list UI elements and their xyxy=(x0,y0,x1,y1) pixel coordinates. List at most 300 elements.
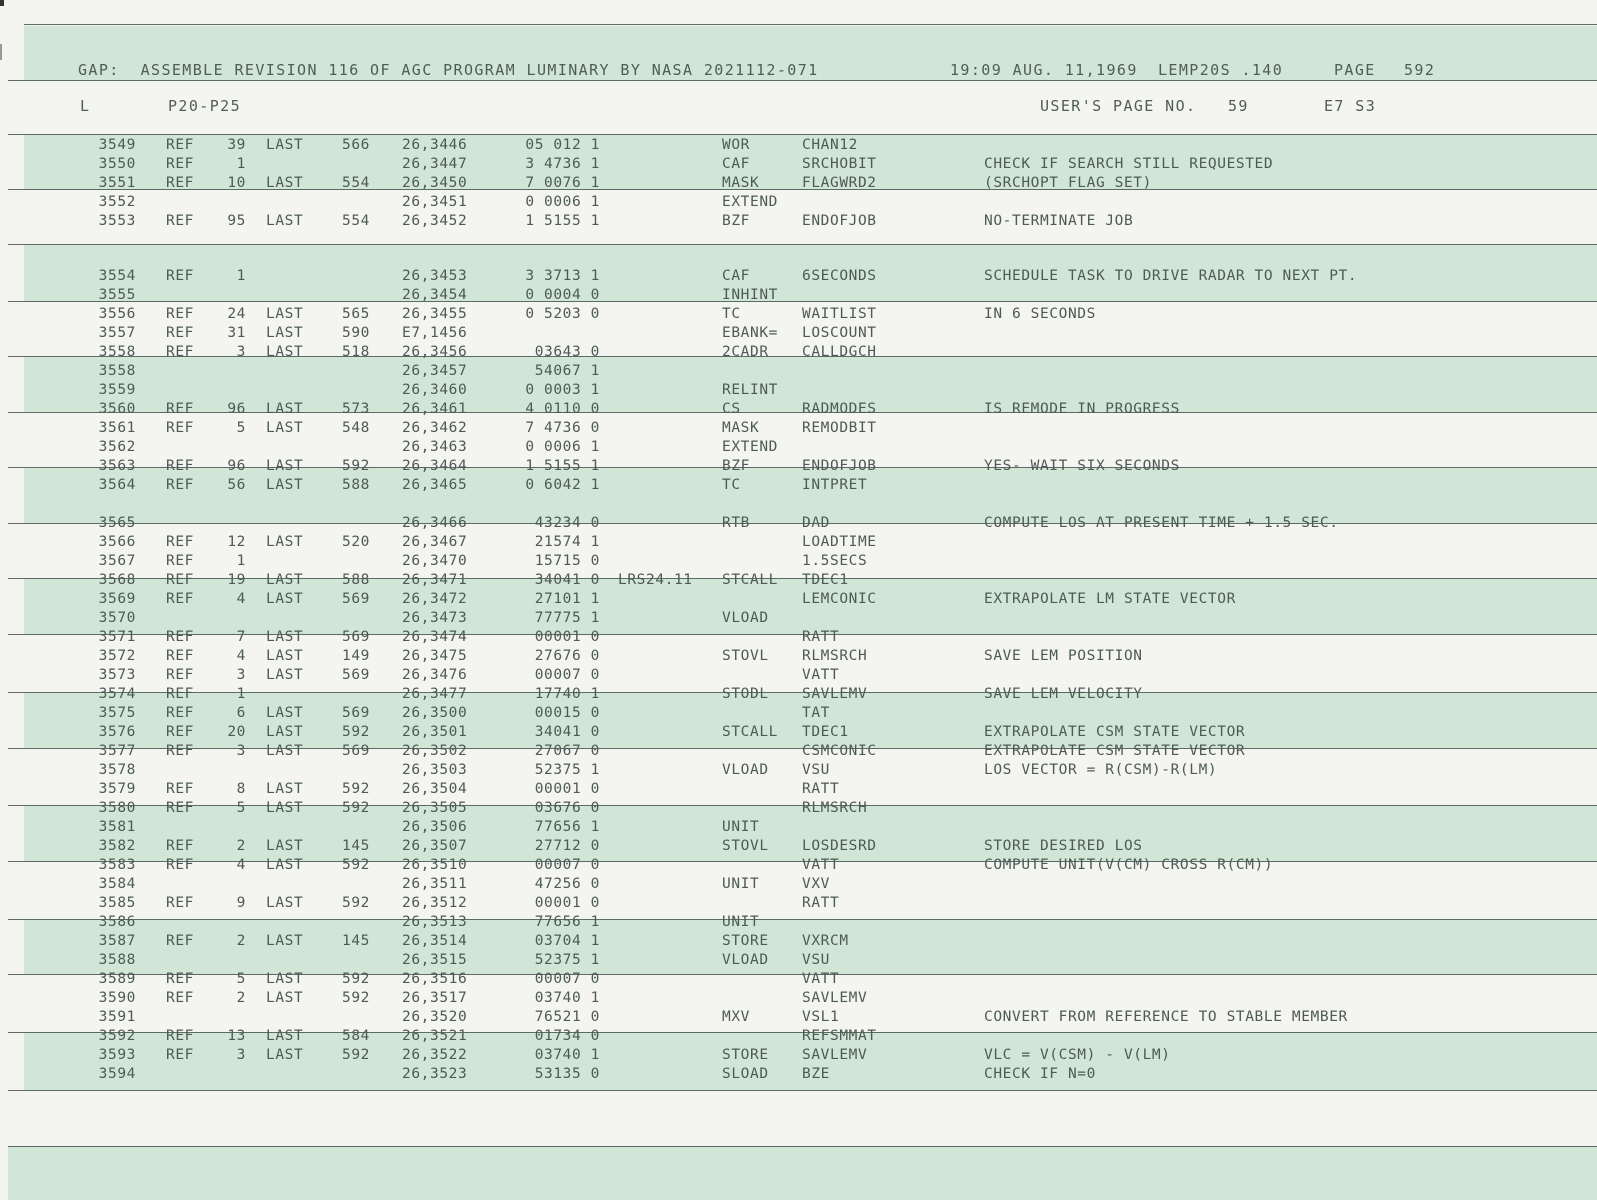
comment: LOS VECTOR = R(CSM)-R(LM) xyxy=(984,762,1218,778)
address: 26,3523 xyxy=(402,1066,468,1082)
machine-word: 52375 1 xyxy=(534,762,600,778)
line-number: 3550 xyxy=(98,156,136,172)
listing-row xyxy=(0,590,1597,609)
listing-datetime: 19:09 AUG. 11,1969 xyxy=(950,61,1138,79)
last-label: LAST xyxy=(266,306,304,322)
last-label: LAST xyxy=(266,838,304,854)
opcode: 2CADR xyxy=(722,344,769,360)
opcode: STORE xyxy=(722,1047,769,1063)
opcode: CAF xyxy=(722,268,750,284)
address: E7,1456 xyxy=(402,325,468,341)
last-label: LAST xyxy=(266,401,304,417)
operand: 1.5SECS xyxy=(802,553,868,569)
ref-count: 4 xyxy=(236,648,246,664)
comment: YES- WAIT SIX SECONDS xyxy=(984,458,1180,474)
line-number: 3593 xyxy=(98,1047,136,1063)
machine-word: 0 0006 1 xyxy=(525,194,600,210)
listing-row xyxy=(0,818,1597,837)
machine-word: 54067 1 xyxy=(534,363,600,379)
address: 26,3466 xyxy=(402,515,468,531)
address: 26,3510 xyxy=(402,857,468,873)
comment: EXTRAPOLATE CSM STATE VECTOR xyxy=(984,743,1246,759)
machine-word: 0 0006 1 xyxy=(525,439,600,455)
line-number: 3582 xyxy=(98,838,136,854)
address: 26,3514 xyxy=(402,933,468,949)
operand: VSL1 xyxy=(802,1009,840,1025)
machine-word: 03676 0 xyxy=(534,800,600,816)
operand: FLAGWRD2 xyxy=(802,175,877,191)
last-label: LAST xyxy=(266,933,304,949)
machine-word: 3 3713 1 xyxy=(525,268,600,284)
opcode: RELINT xyxy=(722,382,778,398)
last-page: 518 xyxy=(342,344,370,360)
line-number: 3572 xyxy=(98,648,136,664)
opcode: TC xyxy=(722,477,741,493)
operand: CALLDGCH xyxy=(802,344,877,360)
line-number: 3549 xyxy=(98,137,136,153)
address: 26,3511 xyxy=(402,876,468,892)
listing-row xyxy=(0,742,1597,761)
line-number: 3556 xyxy=(98,306,136,322)
line-number: 3571 xyxy=(98,629,136,645)
opcode: STCALL xyxy=(722,724,778,740)
machine-word: 1 5155 1 xyxy=(525,213,600,229)
opcode: INHINT xyxy=(722,287,778,303)
address: 26,3451 xyxy=(402,194,468,210)
last-label: LAST xyxy=(266,477,304,493)
machine-word: 27067 0 xyxy=(534,743,600,759)
opcode: UNIT xyxy=(722,914,760,930)
machine-word: 03740 1 xyxy=(534,990,600,1006)
address: 26,3470 xyxy=(402,553,468,569)
last-page: 520 xyxy=(342,534,370,550)
listing-row xyxy=(0,571,1597,590)
address: 26,3463 xyxy=(402,439,468,455)
comment: SAVE LEM POSITION xyxy=(984,648,1143,664)
listing-row xyxy=(0,1008,1597,1027)
address: 26,3467 xyxy=(402,534,468,550)
ref-label: REF xyxy=(166,591,194,607)
ref-count: 24 xyxy=(227,306,246,322)
address: 26,3500 xyxy=(402,705,468,721)
listing-row xyxy=(0,362,1597,381)
line-number: 3579 xyxy=(98,781,136,797)
last-label: LAST xyxy=(266,705,304,721)
machine-word: 1 5155 1 xyxy=(525,458,600,474)
operand: TDEC1 xyxy=(802,572,849,588)
machine-word: 77656 1 xyxy=(534,819,600,835)
machine-word: 7 0076 1 xyxy=(525,175,600,191)
line-number: 3594 xyxy=(98,1066,136,1082)
address: 26,3516 xyxy=(402,971,468,987)
listing-row xyxy=(0,704,1597,723)
operand: LOSCOUNT xyxy=(802,325,877,341)
opcode: CAF xyxy=(722,156,750,172)
line-number: 3583 xyxy=(98,857,136,873)
machine-word: 05 012 1 xyxy=(525,137,600,153)
last-page: 566 xyxy=(342,137,370,153)
opcode: RTB xyxy=(722,515,750,531)
machine-word: 47256 0 xyxy=(534,876,600,892)
comment: SAVE LEM VELOCITY xyxy=(984,686,1143,702)
opcode: STODL xyxy=(722,686,769,702)
last-label: LAST xyxy=(266,344,304,360)
line-number: 3554 xyxy=(98,268,136,284)
operand: WAITLIST xyxy=(802,306,877,322)
operand: BZE xyxy=(802,1066,830,1082)
line-number: 3564 xyxy=(98,477,136,493)
ref-count: 2 xyxy=(236,838,246,854)
operand: ENDOFJOB xyxy=(802,458,877,474)
listing-row xyxy=(0,305,1597,324)
machine-word: 00015 0 xyxy=(534,705,600,721)
machine-word: 34041 0 xyxy=(534,572,600,588)
ref-label: REF xyxy=(166,781,194,797)
comment: NO-TERMINATE JOB xyxy=(984,213,1134,229)
operand: CHAN12 xyxy=(802,137,858,153)
address: 26,3452 xyxy=(402,213,468,229)
last-page: 592 xyxy=(342,971,370,987)
last-label: LAST xyxy=(266,990,304,1006)
ref-label: REF xyxy=(166,137,194,153)
last-label: LAST xyxy=(266,534,304,550)
line-number: 3559 xyxy=(98,382,136,398)
operand: VSU xyxy=(802,952,830,968)
comment: COMPUTE LOS AT PRESENT TIME + 1.5 SEC. xyxy=(984,515,1339,531)
ref-count: 13 xyxy=(227,1028,246,1044)
section-title: P20-P25 xyxy=(168,97,242,115)
listing-row xyxy=(0,324,1597,343)
operand: RLMSRCH xyxy=(802,800,868,816)
last-label: LAST xyxy=(266,458,304,474)
address: 26,3503 xyxy=(402,762,468,778)
ref-label: REF xyxy=(166,895,194,911)
listing-row xyxy=(0,894,1597,913)
line-number: 3558 xyxy=(98,363,136,379)
operand: SAVLEMV xyxy=(802,990,868,1006)
opcode: MASK xyxy=(722,175,760,191)
last-label: LAST xyxy=(266,667,304,683)
comment: CHECK IF N=0 xyxy=(984,1066,1096,1082)
ref-label: REF xyxy=(166,458,194,474)
ref-count: 6 xyxy=(236,705,246,721)
opcode: EXTEND xyxy=(722,439,778,455)
last-page: 573 xyxy=(342,401,370,417)
listing-row xyxy=(0,837,1597,856)
line-number: 3576 xyxy=(98,724,136,740)
machine-word: 00001 0 xyxy=(534,781,600,797)
run-id: LEMP20S .140 xyxy=(1158,61,1284,79)
band-rule xyxy=(8,134,1597,135)
comment: COMPUTE UNIT(V(CM) CROSS R(CM)) xyxy=(984,857,1274,873)
opcode: STOVL xyxy=(722,838,769,854)
ref-count: 96 xyxy=(227,401,246,417)
opcode: WOR xyxy=(722,137,750,153)
line-number: 3581 xyxy=(98,819,136,835)
punch-mark xyxy=(0,0,4,6)
operand: RLMSRCH xyxy=(802,648,868,664)
ref-count: 19 xyxy=(227,572,246,588)
listing-row xyxy=(0,174,1597,193)
last-label: LAST xyxy=(266,572,304,588)
listing-row xyxy=(0,267,1597,286)
last-page: 592 xyxy=(342,781,370,797)
ref-count: 5 xyxy=(236,420,246,436)
symbol-label: LRS24.11 xyxy=(618,572,693,588)
ref-label: REF xyxy=(166,971,194,987)
address: 26,3475 xyxy=(402,648,468,664)
listing-row xyxy=(0,647,1597,666)
line-number: 3558 xyxy=(98,344,136,360)
listing-row xyxy=(0,799,1597,818)
line-number: 3589 xyxy=(98,971,136,987)
ref-label: REF xyxy=(166,325,194,341)
ref-count: 12 xyxy=(227,534,246,550)
machine-word: 00001 0 xyxy=(534,629,600,645)
address: 26,3476 xyxy=(402,667,468,683)
last-label: LAST xyxy=(266,648,304,664)
address: 26,3453 xyxy=(402,268,468,284)
machine-word: 3 4736 1 xyxy=(525,156,600,172)
opcode: STORE xyxy=(722,933,769,949)
address: 26,3446 xyxy=(402,137,468,153)
machine-word: 01734 0 xyxy=(534,1028,600,1044)
comment: VLC = V(CSM) - V(LM) xyxy=(984,1047,1171,1063)
listing-row xyxy=(0,666,1597,685)
address: 26,3505 xyxy=(402,800,468,816)
last-page: 565 xyxy=(342,306,370,322)
last-page: 592 xyxy=(342,990,370,1006)
machine-word: 00007 0 xyxy=(534,667,600,683)
line-number: 3555 xyxy=(98,287,136,303)
listing-row xyxy=(0,685,1597,704)
last-label: LAST xyxy=(266,971,304,987)
operand: DAD xyxy=(802,515,830,531)
line-number: 3566 xyxy=(98,534,136,550)
ref-count: 20 xyxy=(227,724,246,740)
address: 26,3454 xyxy=(402,287,468,303)
last-page: 592 xyxy=(342,800,370,816)
opcode: VLOAD xyxy=(722,952,769,968)
operand: LOSDESRD xyxy=(802,838,877,854)
last-label: LAST xyxy=(266,895,304,911)
line-number: 3588 xyxy=(98,952,136,968)
address: 26,3521 xyxy=(402,1028,468,1044)
comment: STORE DESIRED LOS xyxy=(984,838,1143,854)
listing-row xyxy=(0,723,1597,742)
machine-word: 7 4736 0 xyxy=(525,420,600,436)
machine-word: 77656 1 xyxy=(534,914,600,930)
comment: IN 6 SECONDS xyxy=(984,306,1096,322)
operand: RATT xyxy=(802,629,840,645)
last-page: 554 xyxy=(342,213,370,229)
address: 26,3501 xyxy=(402,724,468,740)
ref-label: REF xyxy=(166,213,194,229)
machine-word: 43234 0 xyxy=(534,515,600,531)
line-number: 3562 xyxy=(98,439,136,455)
ref-count: 3 xyxy=(236,667,246,683)
listing-row xyxy=(0,761,1597,780)
machine-word: 0 6042 1 xyxy=(525,477,600,493)
ref-label: REF xyxy=(166,1028,194,1044)
opcode: VLOAD xyxy=(722,610,769,626)
listing-title: GAP: ASSEMBLE REVISION 116 OF AGC PROGRAM LUMINARY BY NASA 2021112-071 xyxy=(78,61,819,79)
last-page: 145 xyxy=(342,933,370,949)
line-number: 3592 xyxy=(98,1028,136,1044)
listing-row xyxy=(0,419,1597,438)
machine-word: 00007 0 xyxy=(534,857,600,873)
line-number: 3580 xyxy=(98,800,136,816)
line-number: 3557 xyxy=(98,325,136,341)
last-page: 584 xyxy=(342,1028,370,1044)
listing-row xyxy=(0,457,1597,476)
line-number: 3570 xyxy=(98,610,136,626)
operand: CSMCONIC xyxy=(802,743,877,759)
last-label: LAST xyxy=(266,325,304,341)
ref-label: REF xyxy=(166,838,194,854)
address: 26,3513 xyxy=(402,914,468,930)
last-label: LAST xyxy=(266,175,304,191)
listing-row xyxy=(0,1065,1597,1084)
listing-row xyxy=(0,136,1597,155)
ref-label: REF xyxy=(166,268,194,284)
address: 26,3461 xyxy=(402,401,468,417)
machine-word: 53135 0 xyxy=(534,1066,600,1082)
ref-count: 2 xyxy=(236,990,246,1006)
users-page-number: 59 xyxy=(1228,97,1249,115)
line-number: 3568 xyxy=(98,572,136,588)
comment: EXTRAPOLATE CSM STATE VECTOR xyxy=(984,724,1246,740)
last-page: 548 xyxy=(342,420,370,436)
machine-word: 0 0004 0 xyxy=(525,287,600,303)
ref-label: REF xyxy=(166,990,194,1006)
machine-word: 77775 1 xyxy=(534,610,600,626)
ref-count: 1 xyxy=(236,553,246,569)
listing-row xyxy=(0,381,1597,400)
last-page: 592 xyxy=(342,895,370,911)
opcode: BZF xyxy=(722,213,750,229)
machine-word: 27101 1 xyxy=(534,591,600,607)
address: 26,3473 xyxy=(402,610,468,626)
listing-row xyxy=(0,951,1597,970)
operand: VXV xyxy=(802,876,830,892)
ref-count: 5 xyxy=(236,800,246,816)
listing-row xyxy=(0,212,1597,231)
opcode: TC xyxy=(722,306,741,322)
operand: SAVLEMV xyxy=(802,1047,868,1063)
operand: ENDOFJOB xyxy=(802,213,877,229)
machine-word: 76521 0 xyxy=(534,1009,600,1025)
last-page: 592 xyxy=(342,458,370,474)
ref-count: 39 xyxy=(227,137,246,153)
last-label: LAST xyxy=(266,724,304,740)
ref-label: REF xyxy=(166,344,194,360)
line-number: 3552 xyxy=(98,194,136,210)
opcode: STOVL xyxy=(722,648,769,664)
address: 26,3506 xyxy=(402,819,468,835)
listing-row xyxy=(0,155,1597,174)
opcode: UNIT xyxy=(722,876,760,892)
line-number: 3560 xyxy=(98,401,136,417)
listing-row xyxy=(0,1046,1597,1065)
operand: VATT xyxy=(802,971,840,987)
operand: REFSMMAT xyxy=(802,1028,877,1044)
last-page: 569 xyxy=(342,667,370,683)
ref-label: REF xyxy=(166,401,194,417)
address: 26,3515 xyxy=(402,952,468,968)
operand: RADMODES xyxy=(802,401,877,417)
address: 26,3520 xyxy=(402,1009,468,1025)
last-label: LAST xyxy=(266,420,304,436)
ref-label: REF xyxy=(166,800,194,816)
listing-row xyxy=(0,476,1597,495)
opcode: EBANK= xyxy=(722,325,778,341)
ref-label: REF xyxy=(166,175,194,191)
opcode: CS xyxy=(722,401,741,417)
listing-row xyxy=(0,552,1597,571)
machine-word: 52375 1 xyxy=(534,952,600,968)
ref-label: REF xyxy=(166,743,194,759)
machine-word: 03704 1 xyxy=(534,933,600,949)
address: 26,3504 xyxy=(402,781,468,797)
line-number: 3551 xyxy=(98,175,136,191)
listing-row xyxy=(0,1027,1597,1046)
opcode: MXV xyxy=(722,1009,750,1025)
ref-count: 2 xyxy=(236,933,246,949)
ref-label: REF xyxy=(166,648,194,664)
ref-count: 1 xyxy=(236,268,246,284)
last-page: 592 xyxy=(342,1047,370,1063)
paper-band xyxy=(8,1146,1597,1200)
ref-label: REF xyxy=(166,1047,194,1063)
last-label: LAST xyxy=(266,591,304,607)
machine-word: 27712 0 xyxy=(534,838,600,854)
line-number: 3590 xyxy=(98,990,136,1006)
opcode: EXTEND xyxy=(722,194,778,210)
operand: SAVLEMV xyxy=(802,686,868,702)
listing-row xyxy=(0,609,1597,628)
punch-mark xyxy=(0,44,2,60)
listing-row xyxy=(0,856,1597,875)
machine-word: 00007 0 xyxy=(534,971,600,987)
bank-code: E7 S3 xyxy=(1324,97,1377,115)
comment: IS REMODE IN PROGRESS xyxy=(984,401,1180,417)
machine-word: 0 0003 1 xyxy=(525,382,600,398)
ref-label: REF xyxy=(166,553,194,569)
ref-label: REF xyxy=(166,705,194,721)
address: 26,3460 xyxy=(402,382,468,398)
last-page: 592 xyxy=(342,724,370,740)
last-page: 590 xyxy=(342,325,370,341)
address: 26,3474 xyxy=(402,629,468,645)
address: 26,3462 xyxy=(402,420,468,436)
band-rule xyxy=(8,1146,1597,1147)
line-number: 3585 xyxy=(98,895,136,911)
opcode: VLOAD xyxy=(722,762,769,778)
last-page: 569 xyxy=(342,629,370,645)
opcode: BZF xyxy=(722,458,750,474)
ref-count: 96 xyxy=(227,458,246,474)
ref-label: REF xyxy=(166,629,194,645)
line-number: 3574 xyxy=(98,686,136,702)
operand: RATT xyxy=(802,895,840,911)
line-number: 3578 xyxy=(98,762,136,778)
machine-word: 0 5203 0 xyxy=(525,306,600,322)
page-number: 592 xyxy=(1404,61,1436,79)
address: 26,3471 xyxy=(402,572,468,588)
ref-count: 10 xyxy=(227,175,246,191)
address: 26,3456 xyxy=(402,344,468,360)
